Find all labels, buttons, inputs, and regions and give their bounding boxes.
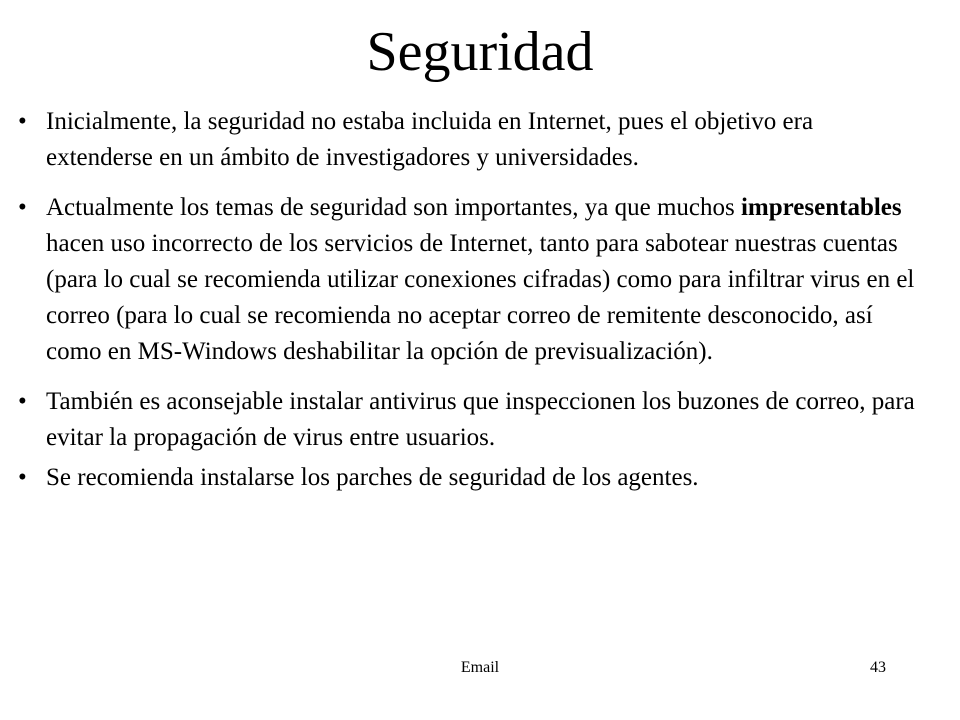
bullet-dot-icon: •: [18, 464, 27, 491]
page-number: 43: [870, 659, 886, 676]
bullet-text: Se recomienda instalarse los parches de seguridad de los agentes.: [46, 464, 699, 491]
bullet-text-end: hacen uso incorrecto de los servicios de Internet, tanto para sabotear nuestras cuentas (para lo cual se recomienda utilizar conexiones cifradas) como para infiltrar virus en el correo (para lo cual se recomienda no aceptar correo de remitente desconocido, así como en MS-Windows deshabilitar la opción de previsualización).: [46, 230, 915, 365]
bullet-text-emphasis: impresentables: [740, 194, 902, 221]
bullet-text: También es aconsejable instalar antivirus que inspeccionen los buzones de correo, para evitar la propagación de virus entre usuarios.: [46, 388, 915, 451]
slide-title: Seguridad: [366, 21, 594, 83]
bullet-list: [18, 104, 918, 510]
bullet-dot-icon: •: [18, 388, 27, 415]
footer-label: Email: [460, 659, 500, 676]
bullet-item: [18, 104, 918, 176]
bullet-text-start: Actualmente los temas de seguridad son importantes, ya que muchos: [46, 194, 741, 221]
bullet-text: Inicialmente, la seguridad no estaba incluida en Internet, pues el objetivo era extenderse en un ámbito de investigadores y universidades.: [46, 108, 814, 171]
bullet-item: [18, 190, 918, 370]
bullet-item: [18, 460, 918, 496]
bullet-dot-icon: •: [18, 194, 27, 221]
bullet-dot-icon: •: [18, 108, 27, 135]
bullet-item: [18, 384, 918, 456]
